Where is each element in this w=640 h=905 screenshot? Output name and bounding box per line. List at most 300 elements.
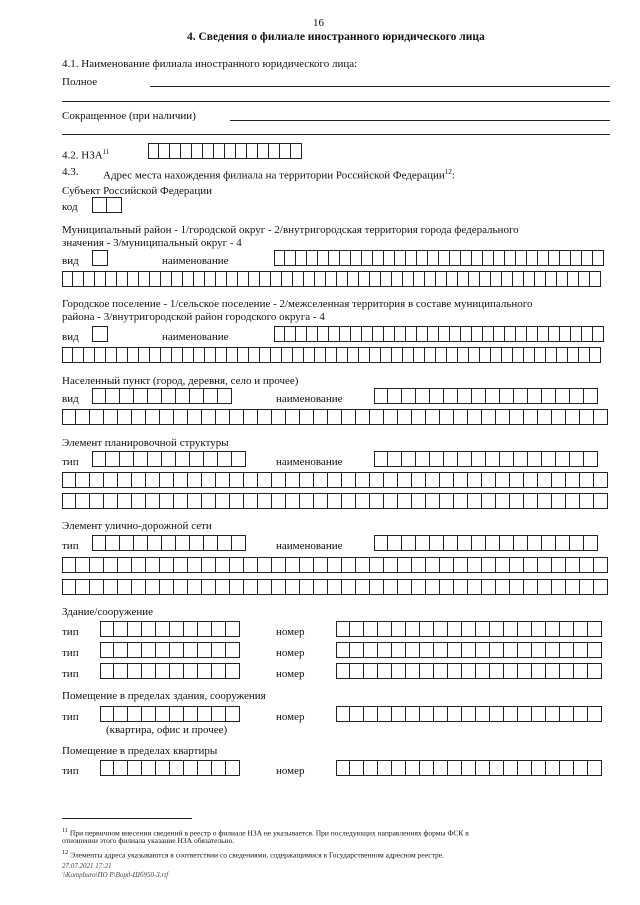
input-cell[interactable] xyxy=(461,326,472,342)
input-cell[interactable] xyxy=(176,388,190,404)
input-cell[interactable] xyxy=(260,271,271,287)
input-cell[interactable] xyxy=(90,409,104,425)
input-cell[interactable] xyxy=(472,535,486,551)
input-cell[interactable] xyxy=(342,472,356,488)
input-cell[interactable] xyxy=(482,472,496,488)
input-cell[interactable] xyxy=(92,388,106,404)
input-cell[interactable] xyxy=(146,557,160,573)
input-cell[interactable] xyxy=(183,271,194,287)
input-cell[interactable] xyxy=(524,347,535,363)
input-cell[interactable] xyxy=(594,493,608,509)
input-cell[interactable] xyxy=(336,642,350,658)
input-cell[interactable] xyxy=(285,326,296,342)
input-cell[interactable] xyxy=(388,451,402,467)
input-cell[interactable] xyxy=(314,557,328,573)
input-cell[interactable] xyxy=(560,642,574,658)
input-cell[interactable] xyxy=(258,557,272,573)
input-cell[interactable] xyxy=(483,326,494,342)
input-cell[interactable] xyxy=(480,271,491,287)
input-cell[interactable] xyxy=(329,250,340,266)
input-cell[interactable] xyxy=(216,557,230,573)
input-cell[interactable] xyxy=(272,493,286,509)
input-cell[interactable] xyxy=(249,271,260,287)
input-cell[interactable] xyxy=(62,409,76,425)
input-cell[interactable] xyxy=(244,472,258,488)
input-cell[interactable] xyxy=(538,409,552,425)
input-cell[interactable] xyxy=(518,642,532,658)
input-cell[interactable] xyxy=(328,557,342,573)
input-cell[interactable] xyxy=(504,706,518,722)
input-cell[interactable] xyxy=(198,642,212,658)
input-cell[interactable] xyxy=(184,621,198,637)
building-type-cells-1[interactable] xyxy=(100,621,240,637)
input-cell[interactable] xyxy=(406,250,417,266)
input-cell[interactable] xyxy=(184,760,198,776)
premises-type-cells[interactable] xyxy=(100,706,240,722)
input-cell[interactable] xyxy=(300,493,314,509)
input-cell[interactable] xyxy=(373,326,384,342)
input-cell[interactable] xyxy=(300,579,314,595)
input-cell[interactable] xyxy=(482,579,496,595)
input-cell[interactable] xyxy=(156,760,170,776)
input-cell[interactable] xyxy=(216,271,227,287)
input-cell[interactable] xyxy=(114,760,128,776)
input-cell[interactable] xyxy=(100,706,114,722)
input-cell[interactable] xyxy=(203,143,214,159)
municipal-name-cells-row1[interactable] xyxy=(274,250,604,266)
input-cell[interactable] xyxy=(510,472,524,488)
apartment-room-number-cells[interactable] xyxy=(336,760,602,776)
input-cell[interactable] xyxy=(326,347,337,363)
input-cell[interactable] xyxy=(232,535,246,551)
input-cell[interactable] xyxy=(181,143,192,159)
planning-name-cells-row2[interactable] xyxy=(62,472,608,488)
input-cell[interactable] xyxy=(546,271,557,287)
input-cell[interactable] xyxy=(566,579,580,595)
input-cell[interactable] xyxy=(76,409,90,425)
input-cell[interactable] xyxy=(356,409,370,425)
input-cell[interactable] xyxy=(406,621,420,637)
input-cell[interactable] xyxy=(580,409,594,425)
input-cell[interactable] xyxy=(174,557,188,573)
planning-type-cells[interactable] xyxy=(92,451,246,467)
input-cell[interactable] xyxy=(579,271,590,287)
input-cell[interactable] xyxy=(307,326,318,342)
input-cell[interactable] xyxy=(416,535,430,551)
input-cell[interactable] xyxy=(160,472,174,488)
input-cell[interactable] xyxy=(556,388,570,404)
input-cell[interactable] xyxy=(118,493,132,509)
input-cell[interactable] xyxy=(430,535,444,551)
input-cell[interactable] xyxy=(118,557,132,573)
input-cell[interactable] xyxy=(579,347,590,363)
input-cell[interactable] xyxy=(106,535,120,551)
input-cell[interactable] xyxy=(205,347,216,363)
input-cell[interactable] xyxy=(128,642,142,658)
input-cell[interactable] xyxy=(546,621,560,637)
input-cell[interactable] xyxy=(132,579,146,595)
input-cell[interactable] xyxy=(518,663,532,679)
input-cell[interactable] xyxy=(454,409,468,425)
input-cell[interactable] xyxy=(490,760,504,776)
input-cell[interactable] xyxy=(356,579,370,595)
input-cell[interactable] xyxy=(571,250,582,266)
input-cell[interactable] xyxy=(483,250,494,266)
input-cell[interactable] xyxy=(378,621,392,637)
input-cell[interactable] xyxy=(76,472,90,488)
input-cell[interactable] xyxy=(286,493,300,509)
input-cell[interactable] xyxy=(212,621,226,637)
input-cell[interactable] xyxy=(417,326,428,342)
input-cell[interactable] xyxy=(580,472,594,488)
input-cell[interactable] xyxy=(258,579,272,595)
input-cell[interactable] xyxy=(472,326,483,342)
input-cell[interactable] xyxy=(490,642,504,658)
input-cell[interactable] xyxy=(468,472,482,488)
input-cell[interactable] xyxy=(286,409,300,425)
input-cell[interactable] xyxy=(216,409,230,425)
full-name-field-line2[interactable] xyxy=(62,101,610,102)
input-cell[interactable] xyxy=(444,535,458,551)
input-cell[interactable] xyxy=(472,250,483,266)
input-cell[interactable] xyxy=(538,579,552,595)
input-cell[interactable] xyxy=(560,760,574,776)
input-cell[interactable] xyxy=(62,472,76,488)
input-cell[interactable] xyxy=(448,621,462,637)
input-cell[interactable] xyxy=(73,347,84,363)
input-cell[interactable] xyxy=(436,271,447,287)
input-cell[interactable] xyxy=(447,271,458,287)
input-cell[interactable] xyxy=(528,535,542,551)
input-cell[interactable] xyxy=(392,760,406,776)
input-cell[interactable] xyxy=(170,642,184,658)
input-cell[interactable] xyxy=(524,409,538,425)
input-cell[interactable] xyxy=(156,663,170,679)
input-cell[interactable] xyxy=(378,706,392,722)
input-cell[interactable] xyxy=(106,271,117,287)
input-cell[interactable] xyxy=(388,388,402,404)
input-cell[interactable] xyxy=(350,663,364,679)
input-cell[interactable] xyxy=(212,706,226,722)
input-cell[interactable] xyxy=(146,579,160,595)
input-cell[interactable] xyxy=(462,621,476,637)
input-cell[interactable] xyxy=(476,706,490,722)
input-cell[interactable] xyxy=(258,409,272,425)
input-cell[interactable] xyxy=(204,388,218,404)
input-cell[interactable] xyxy=(190,535,204,551)
input-cell[interactable] xyxy=(590,347,601,363)
street-name-cells-row1[interactable] xyxy=(374,535,598,551)
input-cell[interactable] xyxy=(296,250,307,266)
input-cell[interactable] xyxy=(496,493,510,509)
input-cell[interactable] xyxy=(198,706,212,722)
input-cell[interactable] xyxy=(378,663,392,679)
input-cell[interactable] xyxy=(150,347,161,363)
input-cell[interactable] xyxy=(524,493,538,509)
input-cell[interactable] xyxy=(370,472,384,488)
input-cell[interactable] xyxy=(491,271,502,287)
input-cell[interactable] xyxy=(538,250,549,266)
input-cell[interactable] xyxy=(458,388,472,404)
input-cell[interactable] xyxy=(486,535,500,551)
input-cell[interactable] xyxy=(469,347,480,363)
input-cell[interactable] xyxy=(84,271,95,287)
input-cell[interactable] xyxy=(406,326,417,342)
input-cell[interactable] xyxy=(148,535,162,551)
input-cell[interactable] xyxy=(161,347,172,363)
input-cell[interactable] xyxy=(184,642,198,658)
input-cell[interactable] xyxy=(286,557,300,573)
input-cell[interactable] xyxy=(448,642,462,658)
street-type-cells[interactable] xyxy=(92,535,246,551)
input-cell[interactable] xyxy=(315,271,326,287)
input-cell[interactable] xyxy=(434,642,448,658)
input-cell[interactable] xyxy=(426,493,440,509)
settlement-name-cells-row1[interactable] xyxy=(274,326,604,342)
input-cell[interactable] xyxy=(476,760,490,776)
input-cell[interactable] xyxy=(100,621,114,637)
input-cell[interactable] xyxy=(420,760,434,776)
input-cell[interactable] xyxy=(318,250,329,266)
input-cell[interactable] xyxy=(584,388,598,404)
input-cell[interactable] xyxy=(118,472,132,488)
input-cell[interactable] xyxy=(104,557,118,573)
input-cell[interactable] xyxy=(90,472,104,488)
input-cell[interactable] xyxy=(560,663,574,679)
input-cell[interactable] xyxy=(188,579,202,595)
input-cell[interactable] xyxy=(142,642,156,658)
nza-cells[interactable] xyxy=(148,143,302,159)
input-cell[interactable] xyxy=(62,579,76,595)
input-cell[interactable] xyxy=(128,663,142,679)
input-cell[interactable] xyxy=(574,642,588,658)
input-cell[interactable] xyxy=(314,409,328,425)
input-cell[interactable] xyxy=(574,706,588,722)
input-cell[interactable] xyxy=(274,250,285,266)
input-cell[interactable] xyxy=(160,579,174,595)
input-cell[interactable] xyxy=(556,535,570,551)
input-cell[interactable] xyxy=(588,642,602,658)
input-cell[interactable] xyxy=(218,451,232,467)
input-cell[interactable] xyxy=(384,326,395,342)
input-cell[interactable] xyxy=(580,579,594,595)
input-cell[interactable] xyxy=(370,579,384,595)
input-cell[interactable] xyxy=(574,760,588,776)
input-cell[interactable] xyxy=(388,535,402,551)
input-cell[interactable] xyxy=(510,409,524,425)
input-cell[interactable] xyxy=(476,642,490,658)
input-cell[interactable] xyxy=(170,663,184,679)
input-cell[interactable] xyxy=(198,760,212,776)
input-cell[interactable] xyxy=(425,271,436,287)
input-cell[interactable] xyxy=(170,760,184,776)
input-cell[interactable] xyxy=(384,579,398,595)
input-cell[interactable] xyxy=(532,706,546,722)
input-cell[interactable] xyxy=(406,642,420,658)
input-cell[interactable] xyxy=(524,472,538,488)
input-cell[interactable] xyxy=(454,493,468,509)
input-cell[interactable] xyxy=(538,472,552,488)
input-cell[interactable] xyxy=(174,493,188,509)
input-cell[interactable] xyxy=(510,493,524,509)
input-cell[interactable] xyxy=(402,535,416,551)
input-cell[interactable] xyxy=(448,663,462,679)
input-cell[interactable] xyxy=(412,579,426,595)
input-cell[interactable] xyxy=(403,347,414,363)
input-cell[interactable] xyxy=(227,271,238,287)
input-cell[interactable] xyxy=(202,579,216,595)
input-cell[interactable] xyxy=(134,535,148,551)
street-name-cells-row3[interactable] xyxy=(62,579,608,595)
input-cell[interactable] xyxy=(560,250,571,266)
input-cell[interactable] xyxy=(300,409,314,425)
input-cell[interactable] xyxy=(552,409,566,425)
street-name-cells-row2[interactable] xyxy=(62,557,608,573)
input-cell[interactable] xyxy=(370,347,381,363)
input-cell[interactable] xyxy=(232,451,246,467)
input-cell[interactable] xyxy=(482,493,496,509)
input-cell[interactable] xyxy=(139,347,150,363)
input-cell[interactable] xyxy=(546,760,560,776)
input-cell[interactable] xyxy=(300,472,314,488)
input-cell[interactable] xyxy=(356,557,370,573)
input-cell[interactable] xyxy=(412,409,426,425)
input-cell[interactable] xyxy=(174,579,188,595)
input-cell[interactable] xyxy=(291,143,302,159)
input-cell[interactable] xyxy=(114,642,128,658)
input-cell[interactable] xyxy=(236,143,247,159)
input-cell[interactable] xyxy=(378,642,392,658)
input-cell[interactable] xyxy=(528,451,542,467)
input-cell[interactable] xyxy=(490,663,504,679)
input-cell[interactable] xyxy=(430,388,444,404)
input-cell[interactable] xyxy=(490,706,504,722)
input-cell[interactable] xyxy=(128,271,139,287)
input-cell[interactable] xyxy=(230,557,244,573)
input-cell[interactable] xyxy=(258,143,269,159)
input-cell[interactable] xyxy=(188,493,202,509)
input-cell[interactable] xyxy=(225,143,236,159)
input-cell[interactable] xyxy=(384,250,395,266)
input-cell[interactable] xyxy=(272,579,286,595)
input-cell[interactable] xyxy=(104,472,118,488)
input-cell[interactable] xyxy=(230,493,244,509)
input-cell[interactable] xyxy=(92,535,106,551)
input-cell[interactable] xyxy=(472,451,486,467)
input-cell[interactable] xyxy=(538,326,549,342)
input-cell[interactable] xyxy=(420,621,434,637)
input-cell[interactable] xyxy=(514,388,528,404)
input-cell[interactable] xyxy=(532,663,546,679)
input-cell[interactable] xyxy=(557,271,568,287)
input-cell[interactable] xyxy=(538,493,552,509)
input-cell[interactable] xyxy=(162,535,176,551)
input-cell[interactable] xyxy=(546,642,560,658)
input-cell[interactable] xyxy=(402,451,416,467)
input-cell[interactable] xyxy=(342,409,356,425)
input-cell[interactable] xyxy=(450,326,461,342)
input-cell[interactable] xyxy=(362,326,373,342)
input-cell[interactable] xyxy=(504,621,518,637)
input-cell[interactable] xyxy=(546,347,557,363)
input-cell[interactable] xyxy=(425,347,436,363)
input-cell[interactable] xyxy=(500,535,514,551)
input-cell[interactable] xyxy=(518,706,532,722)
input-cell[interactable] xyxy=(100,663,114,679)
input-cell[interactable] xyxy=(296,326,307,342)
input-cell[interactable] xyxy=(128,621,142,637)
input-cell[interactable] xyxy=(226,760,240,776)
input-cell[interactable] xyxy=(204,535,218,551)
input-cell[interactable] xyxy=(392,621,406,637)
input-cell[interactable] xyxy=(160,493,174,509)
input-cell[interactable] xyxy=(426,409,440,425)
input-cell[interactable] xyxy=(348,347,359,363)
input-cell[interactable] xyxy=(230,472,244,488)
input-cell[interactable] xyxy=(117,347,128,363)
locality-name-cells-row2[interactable] xyxy=(62,409,608,425)
input-cell[interactable] xyxy=(114,663,128,679)
input-cell[interactable] xyxy=(454,472,468,488)
input-cell[interactable] xyxy=(84,347,95,363)
input-cell[interactable] xyxy=(184,663,198,679)
input-cell[interactable] xyxy=(359,347,370,363)
input-cell[interactable] xyxy=(315,347,326,363)
input-cell[interactable] xyxy=(202,472,216,488)
input-cell[interactable] xyxy=(426,557,440,573)
input-cell[interactable] xyxy=(62,493,76,509)
input-cell[interactable] xyxy=(142,760,156,776)
building-number-cells-2[interactable] xyxy=(336,642,602,658)
input-cell[interactable] xyxy=(176,451,190,467)
input-cell[interactable] xyxy=(293,271,304,287)
input-cell[interactable] xyxy=(468,409,482,425)
input-cell[interactable] xyxy=(364,621,378,637)
input-cell[interactable] xyxy=(150,271,161,287)
input-cell[interactable] xyxy=(90,557,104,573)
input-cell[interactable] xyxy=(314,493,328,509)
input-cell[interactable] xyxy=(286,472,300,488)
input-cell[interactable] xyxy=(568,271,579,287)
input-cell[interactable] xyxy=(342,579,356,595)
input-cell[interactable] xyxy=(244,493,258,509)
input-cell[interactable] xyxy=(468,579,482,595)
input-cell[interactable] xyxy=(420,642,434,658)
input-cell[interactable] xyxy=(461,250,472,266)
input-cell[interactable] xyxy=(188,472,202,488)
input-cell[interactable] xyxy=(216,472,230,488)
locality-kind-cells[interactable] xyxy=(92,388,232,404)
input-cell[interactable] xyxy=(238,271,249,287)
input-cell[interactable] xyxy=(502,271,513,287)
input-cell[interactable] xyxy=(516,250,527,266)
input-cell[interactable] xyxy=(156,642,170,658)
input-cell[interactable] xyxy=(350,621,364,637)
input-cell[interactable] xyxy=(114,706,128,722)
input-cell[interactable] xyxy=(395,250,406,266)
input-cell[interactable] xyxy=(350,642,364,658)
municipal-name-cells-row2[interactable] xyxy=(62,271,601,287)
input-cell[interactable] xyxy=(106,451,120,467)
input-cell[interactable] xyxy=(148,143,159,159)
settlement-name-cells-row2[interactable] xyxy=(62,347,601,363)
input-cell[interactable] xyxy=(90,493,104,509)
input-cell[interactable] xyxy=(218,388,232,404)
input-cell[interactable] xyxy=(392,706,406,722)
input-cell[interactable] xyxy=(557,347,568,363)
input-cell[interactable] xyxy=(381,271,392,287)
input-cell[interactable] xyxy=(202,557,216,573)
